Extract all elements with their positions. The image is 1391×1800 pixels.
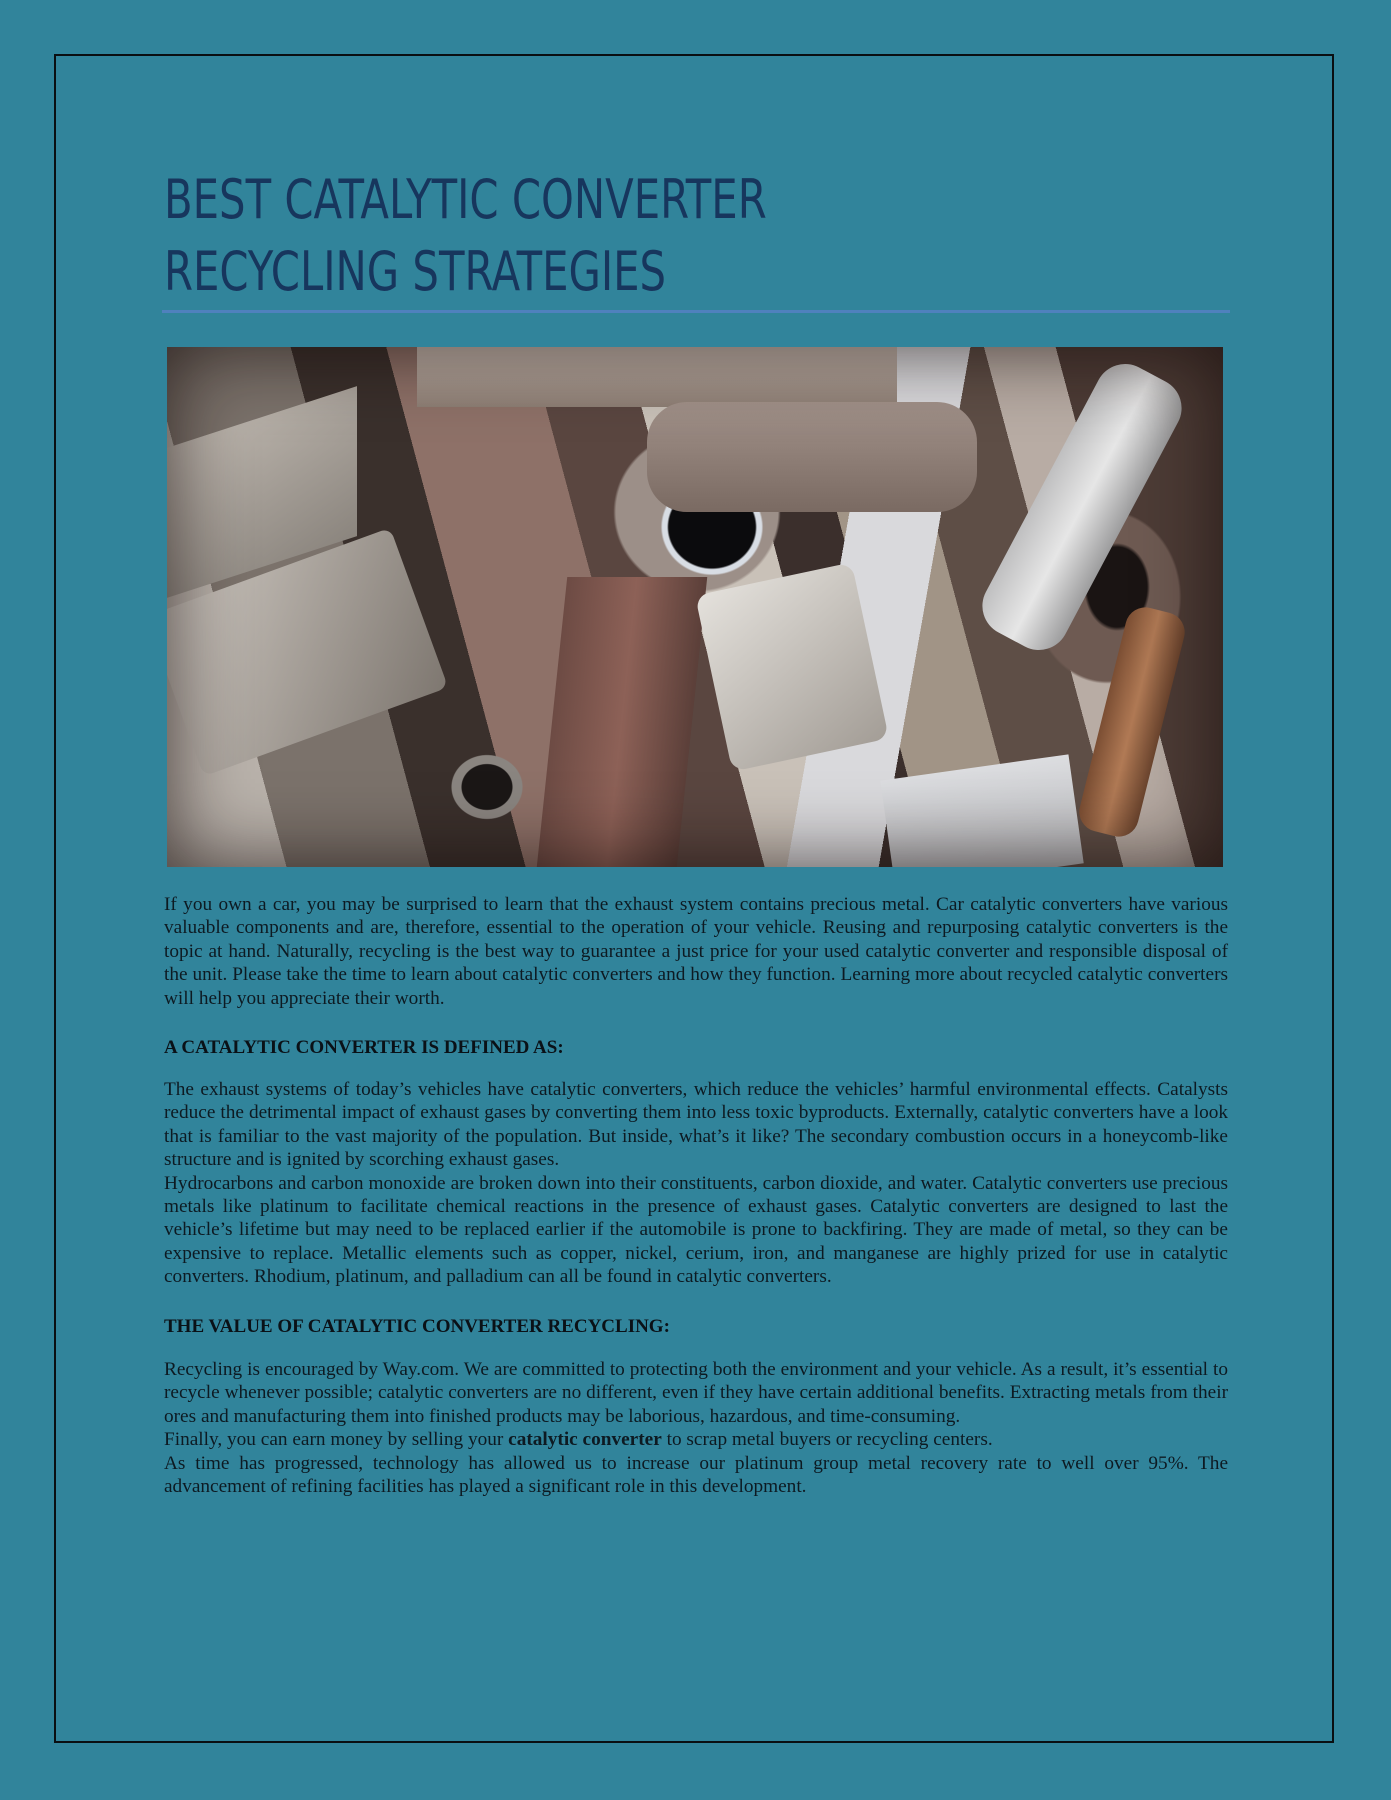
catalytic-converter-photo bbox=[167, 347, 1223, 867]
section-heading-value: THE VALUE OF CATALYTIC CONVERTER RECYCLING: bbox=[164, 1316, 670, 1337]
title-underline-rule bbox=[162, 310, 1230, 313]
value-paragraph-2 bbox=[164, 1428, 1228, 1451]
title-line-2: RECYCLING STRATEGIES bbox=[164, 240, 667, 303]
value-paragraph-2-tail: to scrap metal buyers or recycling centers. bbox=[661, 1429, 993, 1451]
value-paragraph-3: As time has progressed, technology has allowed us to increase our platinum group metal recovery rate to well over 95%. The advancement of refining facilities has played a significant role in this development. bbox=[164, 1452, 1228, 1498]
photo-vignette bbox=[167, 347, 1223, 867]
page-title bbox=[164, 164, 1084, 308]
value-body bbox=[164, 1358, 1228, 1498]
value-paragraph-1: Recycling is encouraged by Way.com. We are committed to protecting both the environment and your vehicle. As a result, it’s essential to recycle whenever possible; catalytic converters are no different, even if they have certain additional benefits. Extracting metals from their ores and manufacturing them into finished products may be laborious, hazardous, and time-consuming. bbox=[164, 1359, 1228, 1427]
section-heading-definition: A CATALYTIC CONVERTER IS DEFINED AS: bbox=[164, 1037, 564, 1058]
definition-paragraph-1: The exhaust systems of today’s vehicles have catalytic converters, which reduce the vehicles’ harmful environmental effects. Catalysts reduce the detrimental impact of exhaust gases by converting them into less toxic byproducts. Externally, catalytic converters have a look that is familiar to the vast majority of the population. But inside, what’s it like? The secondary combustion occurs in a honeycomb-like structure and is ignited by scorching exhaust gases. bbox=[164, 1079, 1228, 1171]
value-paragraph-2-lead: Finally, you can earn money by selling your bbox=[164, 1429, 509, 1451]
title-line-1: BEST CATALYTIC CONVERTER bbox=[164, 168, 767, 231]
bold-keyword: catalytic converter bbox=[508, 1429, 662, 1451]
intro-paragraph: If you own a car, you may be surprised to learn that the exhaust system contains precious metal. Car catalytic converters have various valuable components and are, therefore, essential to the operation of your vehicle. Reusing and repurposing catalytic converters is the topic at hand. Naturally, recycling is the best way to guarantee a just price for your used catalytic converter and responsible disposal of the unit. Please take the time to learn about catalytic converters and how they function. Learning more about recycled catalytic converters will help you appreciate their worth. bbox=[164, 894, 1228, 1009]
definition-paragraph-2: Hydrocarbons and carbon monoxide are broken down into their constituents, carbon dioxide, and water. Catalytic converters use precious metals like platinum to facilitate chemical reactions in the presence of exhaust gases. Catalytic converters are designed to last the vehicle’s lifetime but may need to be replaced earlier if the automobile is prone to backfiring. They are made of metal, so they can be expensive to replace. Metallic elements such as copper, nickel, cerium, iron, and manganese are highly prized for use in catalytic converters. Rhodium, platinum, and palladium can all be found in catalytic converters. bbox=[164, 1172, 1228, 1288]
definition-body bbox=[164, 1078, 1228, 1289]
